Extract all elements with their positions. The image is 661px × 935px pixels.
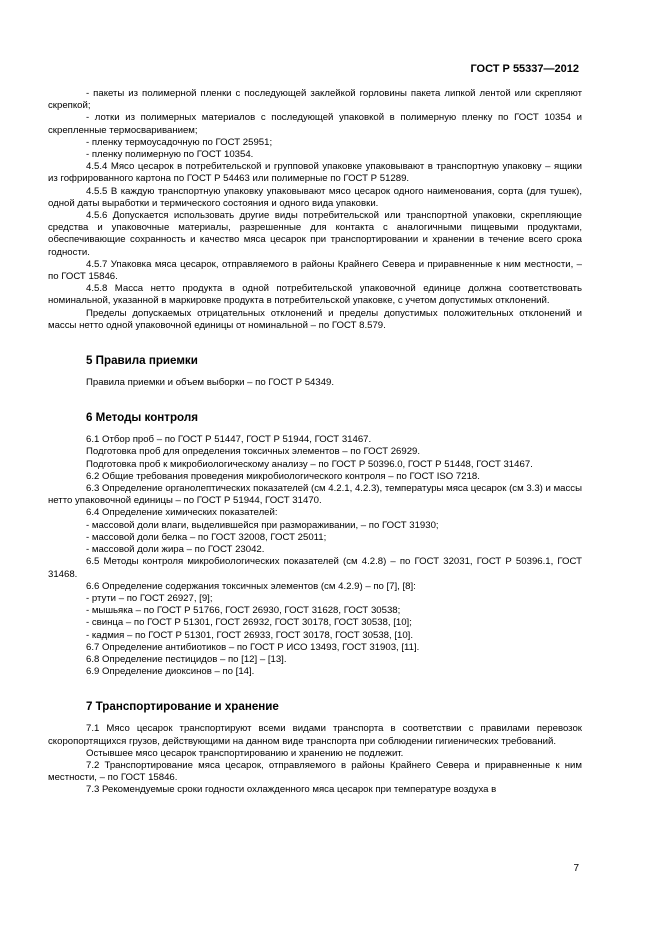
paragraph: Пределы допускаемых отрицательных отклонений и пределы допустимых положительных отклонений и массы нетто одной упаковочной единицы от номинальной – по ГОСТ 8.579. [48,307,582,331]
page-number: 7 [573,863,579,874]
section-heading-2: 6 Методы контроля [86,411,198,425]
paragraph: 6.7 Определение антибиотиков – по ГОСТ Р ИСО 13493, ГОСТ 31903, [11]. [86,641,420,653]
paragraph: 6.4 Определение химических показателей: [86,507,278,519]
paragraph: Подготовка проб для определения токсичных элементов – по ГОСТ 26929. [86,446,421,458]
paragraph: 4.5.5 В каждую транспортную упаковку упаковывают мясо цесарок одного наименования, сорта (для тушек), одной даты выработки и термического состояния и одного вида упаковки. [48,185,582,209]
paragraph: 6.1 Отбор проб – по ГОСТ Р 51447, ГОСТ Р 51944, ГОСТ 31467. [86,434,372,446]
paragraph: Правила приемки и объем выборки – по ГОСТ Р 54349. [86,377,335,389]
section-heading-3: 7 Транспортирование и хранение [86,700,279,714]
paragraph: - массовой доли влаги, выделившейся при размораживании, – по ГОСТ 31930; [86,519,439,531]
paragraph: - лотки из полимерных материалов с последующей упаковкой в полимерную пленку по ГОСТ 10354 и скрепленные термосвариванием; [48,112,582,136]
paragraph: 4.5.6 Допускается использовать другие виды потребительской или транспортной упаковки, скрепляющие средства и упаковочные материалы, разрешенные для контакта с аналогичными пищевыми продуктами, обеспечивающие сохранность и качество мяса цесарок при транспортировании и хранении в течение всего срока годности. [48,210,582,258]
paragraph: - мышьяка – по ГОСТ Р 51766, ГОСТ 26930, ГОСТ 31628, ГОСТ 30538; [86,605,401,617]
paragraph: 4.5.4 Мясо цесарок в потребительской и групповой упаковке упаковывают в транспортную упаковку – ящики из гофрированного картона по ГОСТ Р 54463 или полимерные по ГОСТ Р 51289. [48,161,582,185]
paragraph: 7.3 Рекомендуемые сроки годности охлажденного мяса цесарок при температуре воздуха в [86,784,497,796]
paragraph: - массовой доли жира – по ГОСТ 23042. [86,544,265,556]
paragraph: 6.6 Определение содержания токсичных элементов (см 4.2.9) – по [7], [8]: [86,580,416,592]
paragraph: 6.3 Определение органолептических показателей (см 4.2.1, 4.2.3), температуры мяса цесарок (см 3.3) и массы нетто упаковочной единицы – по ГОСТ Р 51944, ГОСТ 31470. [48,483,582,507]
paragraph: 4.5.7 Упаковка мяса цесарок, отправляемого в районы Крайнего Севера и приравненные к ним местности, – по ГОСТ 15846. [48,258,582,283]
paragraph: 4.5.8 Масса нетто продукта в одной потребительской упаковочной единице должна соответствовать номинальной, указанной в маркировке продукта в потребительской упаковке, с учетом допустимых отклонений. [48,283,582,307]
paragraph: Подготовка проб к микробиологическому анализу – по ГОСТ Р 50396.0, ГОСТ Р 51448, ГОСТ 31467. [86,458,533,470]
paragraph: 6.2 Общие требования проведения микробиологического контроля – по ГОСТ ISO 7218. [86,470,480,482]
document-body [48,88,582,797]
paragraph: 7.1 Мясо цесарок транспортируют всеми видами транспорта в соответствии с правилами перевозок скоропортящихся грузов, действующими на данном виде транспорта при соблюдении гигиенических требований. [48,723,582,747]
paragraph: - ртути – по ГОСТ 26927, [9]; [86,592,213,604]
paragraph: 6.5 Методы контроля микробиологических показателей (см 4.2.8) – по ГОСТ 32031, ГОСТ Р 50396.1, ГОСТ 31468. [48,556,582,580]
paragraph: 6.9 Определение диоксинов – по [14]. [86,666,255,678]
paragraph: - пленку термоусадочную по ГОСТ 25951; [86,136,273,148]
paragraph: - массовой доли белка – по ГОСТ 32008, ГОСТ 25011; [86,531,327,543]
paragraph: - пакеты из полимерной пленки с последующей заклейкой горловины пакета липкой лентой или скрепляют скрепкой; [48,88,582,112]
paragraph: - пленку полимерную по ГОСТ 10354. [86,149,254,161]
paragraph: - кадмия – по ГОСТ Р 51301, ГОСТ 26933, ГОСТ 30178, ГОСТ 30538, [10]. [86,629,413,641]
paragraph: 6.8 Определение пестицидов – по [12] – [13]. [86,653,287,665]
paragraph: 7.2 Транспортирование мяса цесарок, отправляемого в районы Крайнего Севера и приравненные к ним местности, – по ГОСТ 15846. [48,759,582,784]
paragraph: - свинца – по ГОСТ Р 51301, ГОСТ 26932, ГОСТ 30178, ГОСТ 30538, [10]; [86,617,412,629]
page-header-standard: ГОСТ Р 55337—2012 [470,63,579,75]
section-heading-1: 5 Правила приемки [86,354,198,368]
paragraph: Остывшее мясо цесарок транспортированию и хранению не подлежит. [86,747,404,759]
